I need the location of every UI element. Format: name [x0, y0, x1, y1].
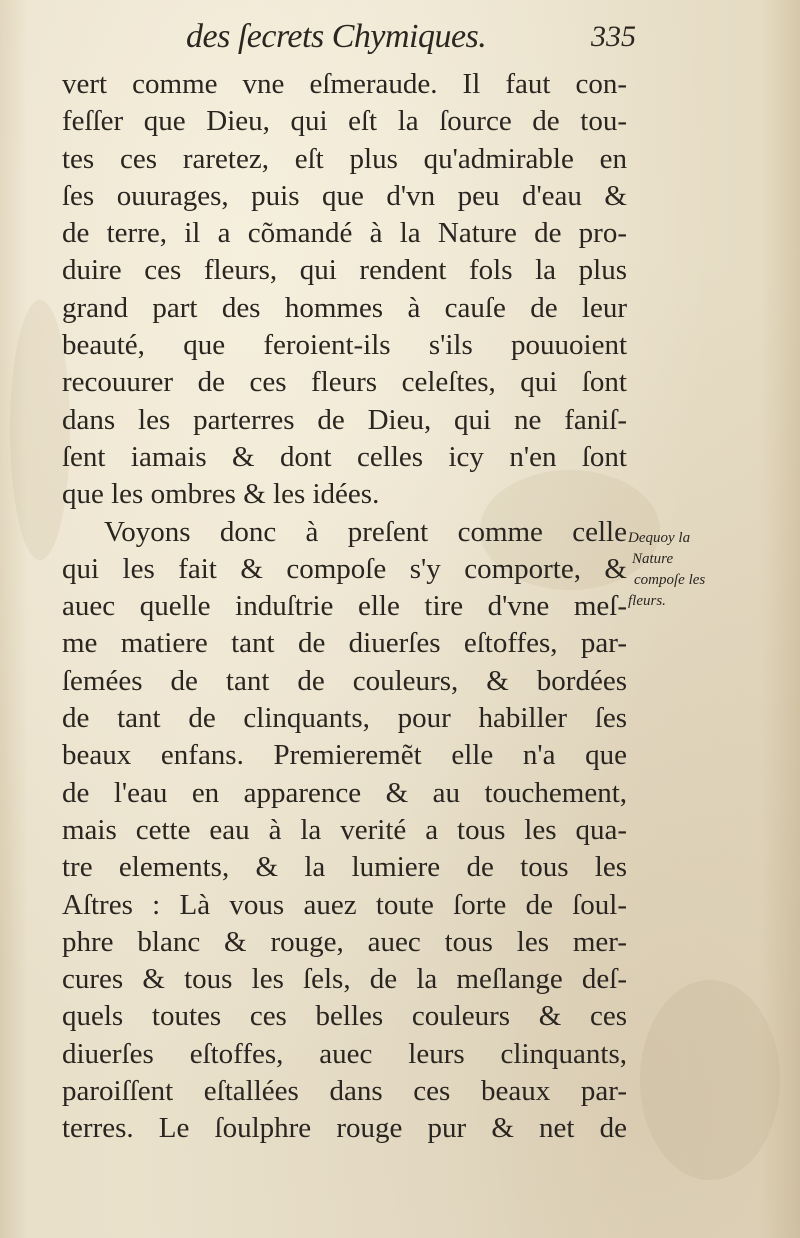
margin-note	[628, 528, 778, 612]
text-line: terres. Le ſoulphre rouge pur & net de	[62, 1112, 627, 1145]
paragraph-first-line: Voyons donc à preſent comme celle	[104, 515, 627, 548]
text-line: phre blanc & rouge, auec tous les mer-	[62, 925, 627, 958]
text-line: dans les parterres de Dieu, qui ne faniſ-	[62, 403, 627, 436]
text-line: paroiſſent eſtallées dans ces beaux par-	[62, 1075, 627, 1108]
margin-note-line: fleurs.	[628, 593, 666, 609]
text-line: ſent iamais & dont celles icy n'en ſont	[62, 440, 627, 473]
body-text	[62, 66, 627, 1148]
text-line: cures & tous les ſels, de la meſlange deſ-	[62, 963, 627, 996]
margin-note-line: compoſe les	[634, 572, 706, 588]
margin-note-line: Nature	[632, 551, 674, 567]
text-line: de terre, il a cõmandé à la Nature de pro-	[62, 217, 627, 250]
text-line: recouurer de ces fleurs celeſtes, qui ſont	[62, 366, 627, 399]
text-line: beaux enfans. Premieremẽt elle n'a que	[62, 739, 627, 772]
text-line: me matiere tant de diuerſes eſtoffes, par-	[62, 627, 627, 660]
text-line: ſemées de tant de couleurs, & bordées	[62, 664, 627, 697]
text-line: beauté, que feroient-ils s'ils pouuoient	[62, 329, 627, 362]
text-line: de l'eau en apparence & au touchement,	[62, 776, 627, 809]
paper-stain	[640, 980, 780, 1180]
running-title: des ſecrets Chymiques.	[186, 18, 487, 55]
text-line: de tant de clinquants, pour habiller ſes	[62, 702, 627, 735]
page-header	[186, 18, 636, 66]
text-line: feſſer que Dieu, qui eſt la ſource de tou-	[62, 105, 627, 138]
text-line: grand part des hommes à cauſe de leur	[62, 291, 627, 324]
text-line: mais cette eau à la verité a tous les qua-	[62, 813, 627, 846]
text-line: vert comme vne eſmeraude. Il faut con-	[62, 68, 627, 100]
text-line: ſes ouurages, puis que d'vn peu d'eau &	[62, 179, 627, 212]
text-line: que les ombres & les idées.	[62, 478, 380, 511]
paper-stain	[10, 300, 70, 560]
page-number: 335	[591, 20, 636, 53]
margin-note-line: Dequoy la	[628, 530, 691, 546]
text-line: Aſtres : Là vous auez toute ſorte de ſoul-	[62, 888, 627, 921]
text-line: qui les fait & compoſe s'y comporte, &	[62, 552, 627, 585]
text-line: diuerſes eſtoffes, auec leurs clinquants,	[62, 1037, 627, 1070]
text-line: tes ces raretez, eſt plus qu'admirable en	[62, 142, 627, 175]
text-line: auec quelle induſtrie elle tire d'vne meſ-	[62, 590, 627, 623]
text-line: duire ces fleurs, qui rendent fols la plus	[62, 254, 627, 287]
text-line: quels toutes ces belles couleurs & ces	[62, 1000, 627, 1033]
text-line: tre elements, & la lumiere de tous les	[62, 851, 627, 884]
